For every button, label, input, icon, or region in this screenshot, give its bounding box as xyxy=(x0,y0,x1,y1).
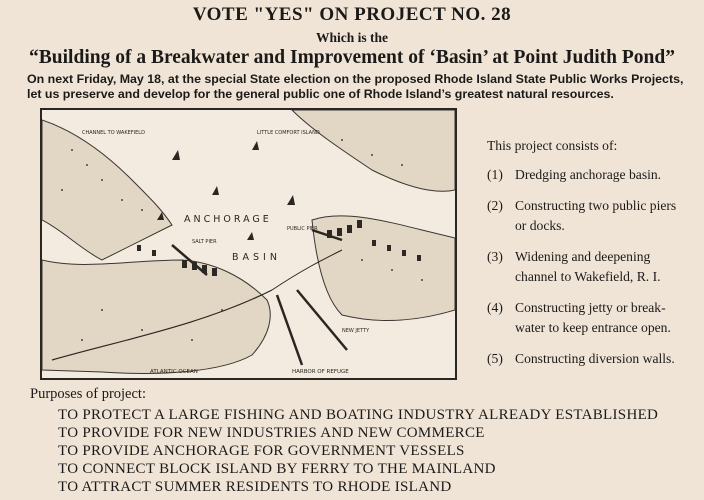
project-item xyxy=(487,165,687,185)
map-label-basin: BASIN xyxy=(232,252,281,263)
intro-line: let us preserve and develop for the general public one of Rhode Island’s greatest natural resources. xyxy=(27,87,614,101)
purpose-item: TO PROVIDE ANCHORAGE FOR GOVERNMENT VESSELS xyxy=(58,443,465,459)
map-label-harbor-of-refuge: HARBOR OF REFUGE xyxy=(292,369,349,375)
project-item-text: Constructing two public piers or docks. xyxy=(515,198,677,233)
page-title: VOTE "YES" ON PROJECT NO. 28 xyxy=(192,4,512,25)
project-item-number: (3) xyxy=(487,249,503,264)
project-item-text: Widening and deepening channel to Wakefield, R. I. xyxy=(515,249,661,284)
project-item-number: (1) xyxy=(487,167,503,182)
project-list xyxy=(487,136,687,380)
project-item-number: (4) xyxy=(487,300,503,315)
map-land-west xyxy=(42,260,270,373)
intro-line: On next Friday, May 18, at the special State election on the proposed Rhode Island State Public Works Projects, xyxy=(27,72,684,86)
purposes-heading: Purposes of project: xyxy=(30,386,146,402)
purposes-list xyxy=(58,406,698,496)
map-label-anchorage: ANCHORAGE xyxy=(184,214,272,225)
project-item-text: Constructing diversion walls. xyxy=(515,351,675,366)
map-label-atlantic-ocean: ATLANTIC OCEAN xyxy=(150,369,198,375)
project-item xyxy=(487,247,687,287)
harbor-map xyxy=(40,108,457,380)
purpose-item: TO CONNECT BLOCK ISLAND BY FERRY TO THE MAINLAND xyxy=(58,461,496,477)
map-label-channel: CHANNEL TO WAKEFIELD xyxy=(82,130,145,136)
project-item xyxy=(487,298,687,338)
project-item-number: (2) xyxy=(487,198,503,213)
page-subtitle: Which is the xyxy=(315,30,388,45)
project-item-text: Dredging anchorage basin. xyxy=(515,167,662,182)
purpose-item: TO ATTRACT SUMMER RESIDENTS TO RHODE ISLAND xyxy=(58,479,452,495)
purpose-item: TO PROTECT A LARGE FISHING AND BOATING INDUSTRY ALREADY ESTABLISHED xyxy=(58,407,659,423)
project-item xyxy=(487,349,687,369)
project-item-text: Constructing jetty or break-water to keep entrance open. xyxy=(515,300,671,335)
map-label-public-pier: PUBLIC PIER xyxy=(287,226,318,232)
map-drawing xyxy=(42,110,455,378)
purpose-item: TO PROVIDE FOR NEW INDUSTRIES AND NEW COMMERCE xyxy=(58,425,485,441)
project-name: “Building of a Breakwater and Improvement of ‘Basin’ at Point Judith Pond” xyxy=(29,47,675,68)
project-item-number: (5) xyxy=(487,351,503,366)
map-label-little-comfort: LITTLE COMFORT ISLAND xyxy=(257,130,320,136)
project-item xyxy=(487,196,687,236)
map-label-new-jetty: NEW JETTY xyxy=(342,328,370,334)
intro-paragraph xyxy=(27,72,697,102)
project-list-intro: This project consists of: xyxy=(487,138,618,153)
map-label-salt-pier: SALT PIER xyxy=(192,239,217,245)
